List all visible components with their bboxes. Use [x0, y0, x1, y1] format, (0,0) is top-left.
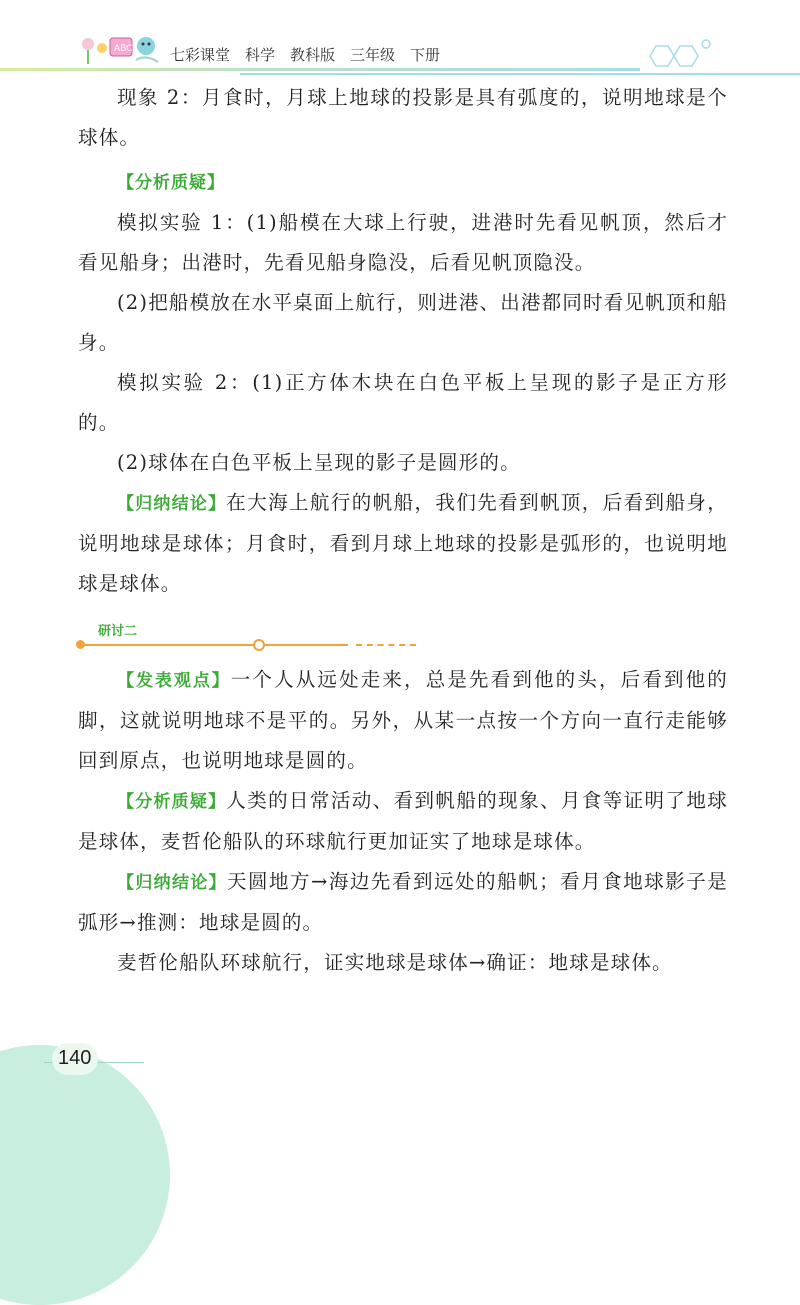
paragraph-text: (2)把船模放在水平桌面上航行，则进港、出港都同时看见帆顶和船身。 — [78, 291, 728, 354]
paragraph-text: 人类的日常活动、看到帆船的现象、月食等证明了地球是球体，麦哲伦船队的环球航行更加证实了地球是球体。 — [78, 789, 728, 853]
section-label: 研讨二 — [98, 624, 138, 639]
paragraph-text: 模拟实验 2：(1)正方体木块在白色平板上呈现的影子是正方形的。 — [78, 371, 728, 434]
paragraph-text: 麦哲伦船队环球航行，证实地球是球体→确证：地球是球体。 — [117, 951, 673, 974]
cartoon-logo-icon — [76, 30, 166, 66]
footer-decoration — [0, 1045, 170, 1305]
header-divider — [0, 68, 640, 71]
main-content — [78, 78, 728, 983]
paragraph-text: 模拟实验 1：(1)船模在大球上行驶，进港时先看见帆顶，然后才看见船身；出港时，先看见船身隐没，后看见帆顶隐没。 — [78, 211, 728, 274]
paragraph-phenomenon-2 — [78, 78, 728, 158]
section-tag: 【归纳结论】 — [117, 494, 227, 514]
paragraph-experiment-1-part-2 — [78, 283, 728, 363]
paragraph-conclusion-2 — [78, 862, 728, 943]
svg-text:ABC: ABC — [114, 44, 133, 54]
paragraph-experiment-2 — [78, 363, 728, 443]
paragraph-viewpoint — [78, 660, 728, 781]
paragraph-text: 天圆地方→海边先看到远处的船帆；看月食地球影子是弧形→推测：地球是圆的。 — [78, 870, 728, 934]
page-number: 140 — [58, 1047, 92, 1069]
header-title: 七彩课堂 科学 教科版 三年级 下册 — [170, 46, 441, 64]
divider-dashed-line — [356, 644, 416, 646]
paragraph-experiment-1 — [78, 203, 728, 283]
section-tag: 【分析质疑】 — [117, 173, 225, 193]
page-header — [0, 0, 800, 80]
paragraph-text: (2)球体在白色平板上呈现的影子是圆形的。 — [117, 451, 521, 474]
paragraph-text: 在大海上航行的帆船，我们先看到帆顶，后看到船身，说明地球是球体；月食时，看到月球上地球的投影是弧形的，也说明地球是球体。 — [78, 491, 728, 595]
divider-line — [263, 644, 348, 646]
hexagon-decoration-icon — [640, 36, 720, 76]
paragraph-text: 现象 2：月食时，月球上地球的投影是具有弧度的，说明地球是个球体。 — [78, 86, 728, 149]
paragraph-experiment-2-part-2 — [78, 443, 728, 483]
section-tag: 【归纳结论】 — [117, 873, 227, 893]
section-tag: 【发表观点】 — [117, 671, 231, 691]
paragraph-text: 一个人从远处走来，总是先看到他的头，后看到他的脚，这就说明地球不是平的。另外，从某一点按一个方向一直行走能够回到原点，也说明地球是圆的。 — [78, 668, 728, 772]
paragraph-magellan — [78, 943, 728, 983]
paragraph-analysis-2 — [78, 781, 728, 862]
section-divider — [78, 610, 728, 660]
divider-line — [80, 644, 256, 646]
analysis-heading — [78, 162, 728, 203]
section-tag: 【分析质疑】 — [117, 792, 227, 812]
paragraph-conclusion-1 — [78, 483, 728, 604]
